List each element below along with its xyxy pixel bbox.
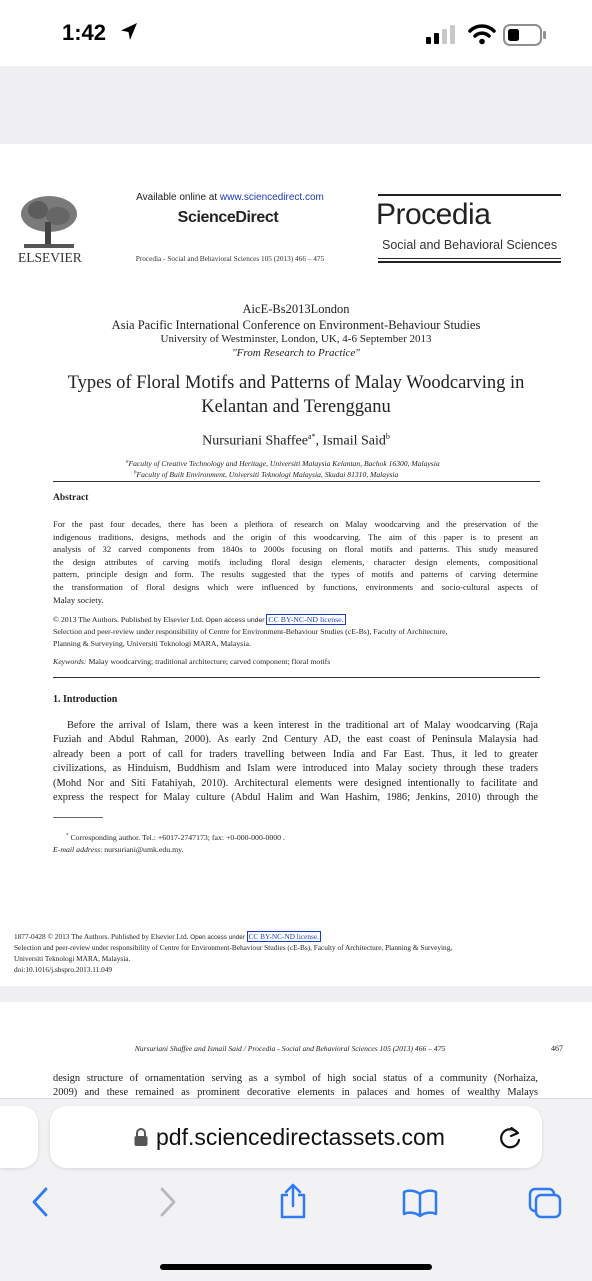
- issn-line: 1877-0428 © 2013 The Authors. Published by Elsevier Ltd. Open access under CC BY-NC-ND license.: [14, 932, 319, 941]
- authors: Nursuriani Shaffee$^{a*}$, Ismail Said$^b$: [202, 432, 390, 449]
- url-text[interactable]: pdf.sciencedirectassets.com: [156, 1124, 445, 1150]
- procedia-rule-bottom-1: [378, 258, 561, 259]
- bookmarks-icon[interactable]: [401, 1188, 439, 1218]
- reload-icon[interactable]: [497, 1124, 523, 1152]
- keywords: Keywords: Malay woodcarving; traditional architecture; carved component; floral motifs: [53, 657, 331, 666]
- elsevier-tree-logo: [18, 194, 80, 250]
- paper-title-line-1: Types of Floral Motifs and Patterns of Malay Woodcarving in: [67, 373, 525, 393]
- viewer-background: [0, 66, 592, 144]
- conference-place: University of Westminster, London, UK, 4-6 September 2013: [160, 333, 432, 345]
- selection-line-1: Selection and peer-review under responsibility of Centre for Environment-Behaviour Studies (cE-Bs), Faculty of Architecture,: [53, 627, 448, 636]
- conference-code: AicE-Bs2013London: [242, 302, 350, 316]
- battery-icon: [503, 24, 547, 46]
- conference-name: Asia Pacific International Conference on Environment-Behaviour Studies: [111, 318, 481, 332]
- procedia-rule-bottom-2: [378, 261, 561, 263]
- page-number: 467: [551, 1044, 563, 1053]
- status-bar: [0, 0, 592, 66]
- procedia-logo: Procedia: [376, 198, 491, 231]
- footnote-email: E-mail address: nursuriani@umk.edu.my.: [53, 845, 184, 854]
- license-link-footer[interactable]: CC BY-NC-ND license.: [248, 932, 319, 941]
- footnote-corresponding: * Corresponding author. Tel.: +6017-2747173; fax: +0-000-000-0000 .: [66, 833, 285, 842]
- available-online: Available online at www.sciencedirect.com: [136, 192, 324, 203]
- back-chevron-icon[interactable]: [30, 1186, 50, 1218]
- abstract-heading: Abstract: [53, 493, 89, 503]
- copyright-line: © 2013 The Authors. Published by Elsevier Ltd. Open access under CC BY-NC-ND license.: [53, 615, 344, 624]
- issn-selection-1: Selection and peer-review under responsibility of Centre for Environment-Behaviour Studies (cE-Bs), Faculty of Architecture, Planning & Surveying,: [14, 943, 453, 952]
- selection-line-2: Planning & Surveying, Universiti Teknologi MARA, Malaysia.: [53, 639, 251, 648]
- home-indicator: [160, 1264, 432, 1270]
- wifi-icon: [468, 23, 496, 45]
- footnote-rule: [53, 817, 103, 818]
- introduction-body: Before the arrival of Islam, there was a keen interest in the traditional art of Malay woodcarving (Raja Fuziah and Abdul Rahman, 2000). As early 2nd Century AD, the east coast of Peninsula Malaysia had already been a port of call for traders travelling between India and Far East. Thus, it led to greater civilizations, as Hinduism, Buddhism and Islam were introduced into Malay society through these traders (Mohd Nor and Siti Fatahiyah, 2010). Architectural elements were designed intentionally to facilitate and express the respect for Malay culture (Abdul Halim and Wan Hashim, 1986; Jenkins, 2010) through the: [53, 720, 538, 804]
- journal-reference: Procedia - Social and Behavioral Sciences 105 (2013) 466 – 475: [135, 254, 325, 263]
- keywords-rule: [53, 677, 540, 678]
- pdf-page-1[interactable]: [0, 144, 592, 986]
- status-time: 1:42: [62, 20, 107, 45]
- issn-selection-2: Universiti Teknologi MARA, Malaysia.: [14, 954, 131, 963]
- running-head: Nursuriani Shaffee and Ismail Said / Procedia - Social and Behavioral Sciences 105 (2013) 466 – 475: [134, 1044, 446, 1053]
- introduction-heading: 1. Introduction: [53, 694, 118, 705]
- location-arrow-icon: [120, 22, 138, 42]
- previous-tab-peek[interactable]: [0, 1106, 38, 1168]
- pdf-page-2[interactable]: [0, 1002, 592, 1098]
- sciencedirect-logo: ScienceDirect: [177, 209, 279, 226]
- paper-title-line-2: Kelantan and Terengganu: [201, 397, 391, 417]
- affiliation-a: $^a$Faculty of Creative Technology and Heritage, Universiti Malaysia Kelantan, Bachok 16300, Malaysia: [126, 459, 440, 468]
- license-link[interactable]: CC BY-NC-ND license.: [268, 615, 344, 624]
- lock-icon: [133, 1127, 149, 1147]
- elsevier-wordmark: ELSEVIER: [18, 250, 82, 265]
- page-separator: [0, 986, 592, 1002]
- tabs-icon[interactable]: [527, 1186, 563, 1220]
- doi: doi:10.1016/j.sbspro.2013.11.049: [14, 965, 113, 974]
- affiliation-b: $^b$Faculty of Built Environment, Universiti Teknologi Malaysia, Skudai 81310, Malaysia: [134, 470, 399, 479]
- page2-body: design structure of ornamentation serving as a symbol of high social status of a community (Norhaiza, 2009) and these remained as prominent decorative elements in palaces and homes of wealthy Malays: [53, 1073, 538, 1099]
- cellular-signal-icon: [426, 24, 458, 44]
- header-rule: [53, 481, 540, 482]
- procedia-rule-top: [378, 194, 561, 196]
- sciencedirect-link[interactable]: www.sciencedirect.com: [219, 192, 324, 203]
- forward-chevron-icon[interactable]: [158, 1186, 178, 1218]
- share-icon[interactable]: [278, 1182, 308, 1220]
- procedia-subtitle: Social and Behavioral Sciences: [382, 238, 558, 252]
- conference-motto: "From Research to Practice": [232, 347, 360, 359]
- abstract-body: For the past four decades, there has been a plethora of research on Malay woodcarving and the preservation of the indigenous traditions, designs, methods and the origin of this woodcarving. The aim of this paper is to present an analysis of 32 carved components from 1840s to 2000s focusing on floral motifs and patterns. This study measured the design attributes of carving motifs including floral design elements, character design elements, compositional pattern, principle design and form. The results suggested that the types of motifs and patterns of carving determine the transformation of floral designs which were influenced by functions, environments and socio-cultural aspects of Malay society.: [53, 519, 538, 605]
